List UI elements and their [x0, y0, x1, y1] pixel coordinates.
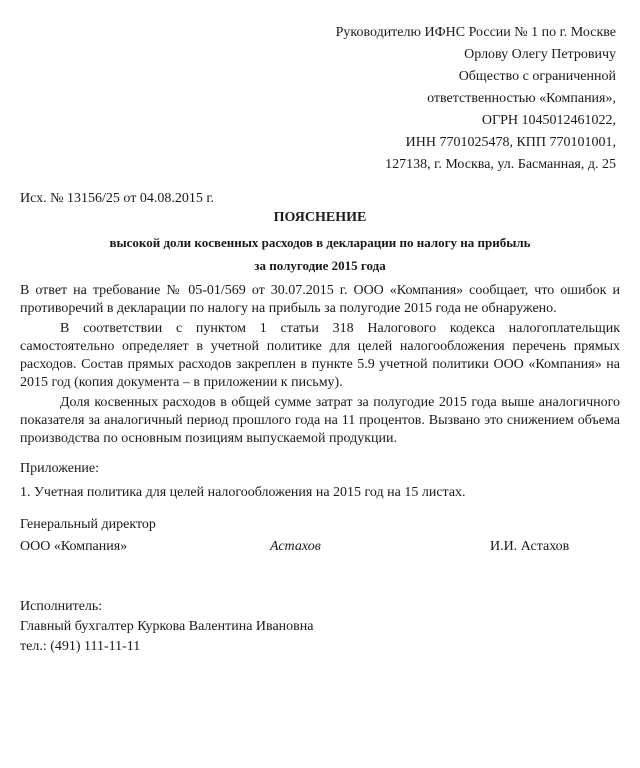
document-title: ПОЯСНЕНИЕ: [273, 210, 367, 225]
executor-phone: тел.: (491) 111-11-11: [20, 639, 141, 654]
body-paragraph: В соответствии с пунктом 1 статьи 318 Налогового кодекса налогоплательщик самостоятельно определяет в учетной политике для целей налогообложения перечень прямых расходов. Состав прямых расходов закреплен в пункте 5.9 учетной политики ООО «Компания» на 2015 год (копия документа – в приложении к письму).: [20, 321, 620, 390]
addressee-line: ОГРН 1045012461022,: [481, 113, 616, 128]
signer-name: И.И. Астахов: [490, 539, 570, 554]
executor-label: Исполнитель:: [20, 599, 103, 614]
attachment-block: [20, 460, 466, 508]
addressee-line: ИНН 7701025478, КПП 770101001,: [405, 135, 616, 150]
attachment-label: Приложение:: [20, 461, 100, 476]
body-paragraph: Доля косвенных расходов в общей сумме затрат за полугодие 2015 года выше аналогичного показателя за аналогичный период прошлого года на 11 процентов. Вызвано это снижением объема производства по основным позициям выпускаемой продукции.: [20, 395, 620, 446]
executor-person: Главный бухгалтер Куркова Валентина Ивановна: [20, 619, 314, 634]
addressee-line: ответственностью «Компания»,: [427, 91, 616, 106]
addressee-line: 127138, г. Москва, ул. Басманная, д. 25: [385, 157, 616, 172]
letter-body: [20, 282, 620, 448]
document-subtitle: высокой доли косвенных расходов в декларации по налогу на прибыль: [109, 235, 531, 250]
outgoing-reference: Исх. № 13156/25 от 04.08.2015 г.: [20, 191, 214, 206]
document-subtitle: за полугодие 2015 года: [254, 258, 386, 273]
addressee-block: [336, 22, 616, 176]
attachment-item: 1. Учетная политика для целей налогообложения на 2015 год на 15 листах.: [20, 485, 466, 500]
body-paragraph: В ответ на требование № 05-01/569 от 30.07.2015 г. ООО «Компания» сообщает, что ошибок и противоречий в декларации по налогу на прибыль за полугодие 2015 года не обнаружено.: [20, 283, 620, 316]
signature-block: [20, 516, 620, 554]
signer-position: Генеральный директор: [20, 517, 156, 532]
addressee-line: Орлову Олегу Петровичу: [464, 47, 616, 62]
executor-block: [20, 597, 314, 657]
addressee-line: Руководителю ИФНС России № 1 по г. Москве: [335, 25, 616, 40]
addressee-line: Общество с ограниченной: [458, 69, 616, 84]
handwritten-signature: Астахов: [270, 539, 321, 554]
signer-organization: ООО «Компания»: [20, 539, 128, 554]
